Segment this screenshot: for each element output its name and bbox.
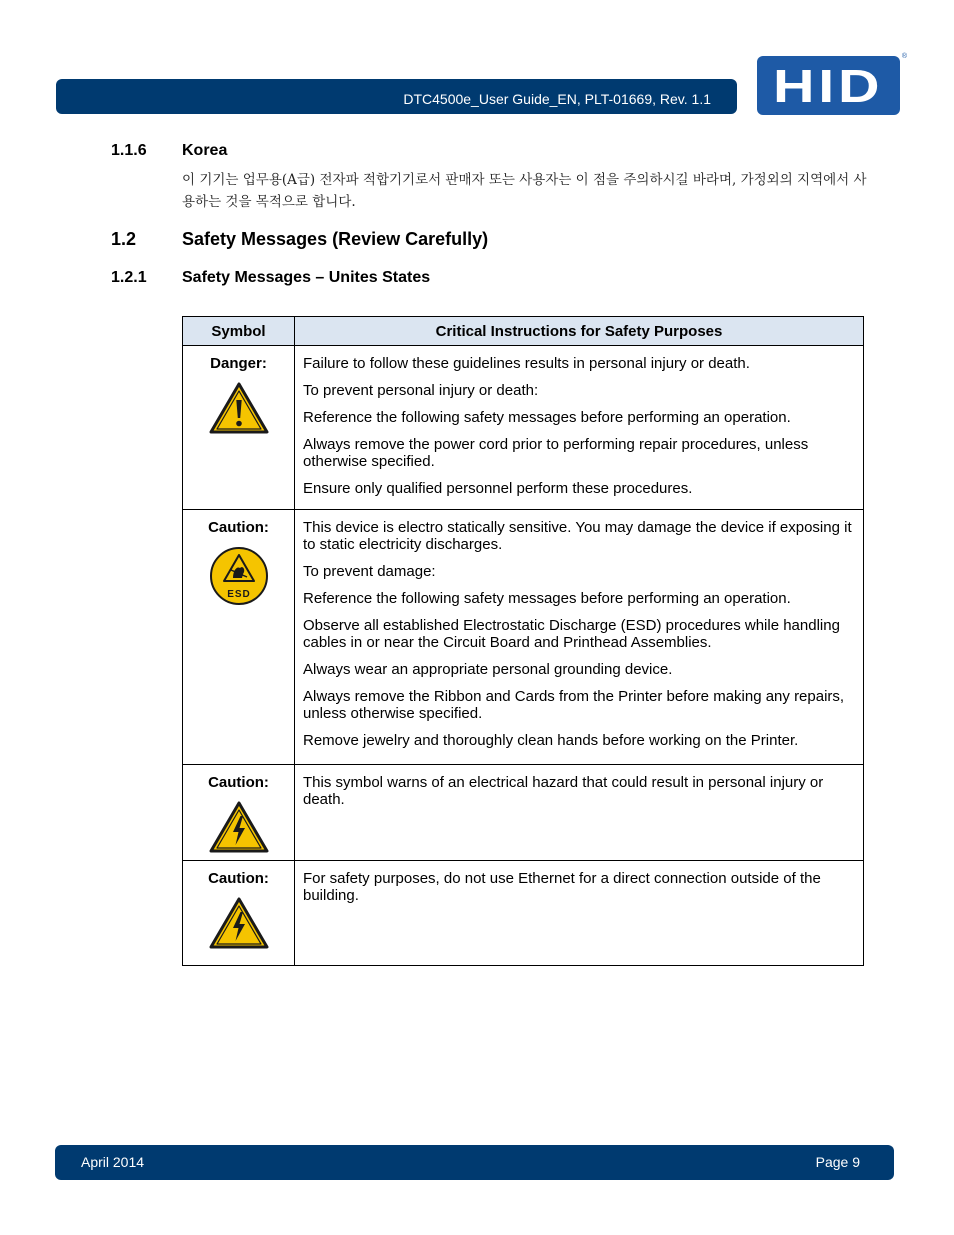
footer-bar [55,1145,894,1180]
instructions-cell [295,765,864,861]
korea-paragraph: 이 기기는 업무용(A급) 전자파 적합기기로서 판매자 또는 사용자는 이 점을 주의하시길 바라며, 가정외의 지역에서 사용하는 것을 목적으로 합니다. [182,172,867,210]
instruction-line: Observe all established Electrostatic Discharge (ESD) procedures while handling cables in or near the Circuit Board and Printhead Assemblies. [303,617,840,651]
table-header-row [183,317,864,346]
symbol-cell [183,765,295,861]
header-bar [56,79,737,114]
table-row-danger [183,346,864,510]
instruction-line: Reference the following safety messages before performing an operation. [303,409,791,426]
warning-exclamation-icon [209,382,269,434]
electrical-hazard-icon [209,801,269,853]
instruction-line: Always wear an appropriate personal grounding device. [303,661,673,678]
instructions-cell [295,346,864,510]
instructions-cell [295,510,864,765]
symbol-cell [183,346,295,510]
symbol-label: Danger: [210,355,267,372]
table-row-caution-electrical [183,765,864,861]
instruction-line: Always remove the Ribbon and Cards from the Printer before making any repairs, unless otherwise specified. [303,688,845,722]
symbol-cell [183,861,295,966]
esd-label: ESD [226,589,251,600]
symbol-label: Caution: [208,774,269,791]
registered-mark: ® [901,53,907,60]
page-number: Page 9 [815,1154,860,1170]
instruction-line: This device is electro statically sensitive. You may damage the device if exposing it to static electricity discharges. [303,519,852,553]
section-number: 1.2 [111,229,137,249]
instruction-line: For safety purposes, do not use Ethernet for a direct connection outside of the building. [303,870,821,904]
instruction-line: Reference the following safety messages before performing an operation. [303,590,791,607]
symbol-label: Caution: [208,519,269,536]
instruction-line: To prevent damage: [303,563,436,580]
section-number: 1.2.1 [111,269,147,286]
logo-text: HID [773,59,884,112]
instruction-line: This symbol warns of an electrical hazard that could result in personal injury or death. [303,774,824,808]
safety-table [182,316,864,966]
table-row-caution-ethernet [183,861,864,966]
instruction-line: To prevent personal injury or death: [303,382,539,399]
symbol-cell [183,510,295,765]
instruction-line: Failure to follow these guidelines results in personal injury or death. [303,355,750,372]
footer-date: April 2014 [81,1154,145,1170]
header-instructions: Critical Instructions for Safety Purposes [295,317,864,346]
symbol-label: Caution: [208,870,269,887]
esd-icon [209,546,269,606]
section-title: Safety Messages – Unites States [182,269,431,286]
instructions-cell [295,861,864,966]
electrical-hazard-icon [209,897,269,949]
table-row-caution-esd [183,510,864,765]
header-symbol: Symbol [183,317,295,346]
hid-logo [757,53,907,115]
document-reference: DTC4500e_User Guide_EN, PLT-01669, Rev. 1.1 [403,91,711,107]
section-number: 1.1.6 [111,142,147,159]
instruction-line: Remove jewelry and thoroughly clean hands before working on the Printer. [303,732,799,749]
instruction-line: Ensure only qualified personnel perform these procedures. [303,480,693,497]
section-title: Safety Messages (Review Carefully) [182,229,489,249]
instruction-line: Always remove the power cord prior to performing repair procedures, unless otherwise specified. [303,436,809,470]
section-title: Korea [182,142,228,159]
